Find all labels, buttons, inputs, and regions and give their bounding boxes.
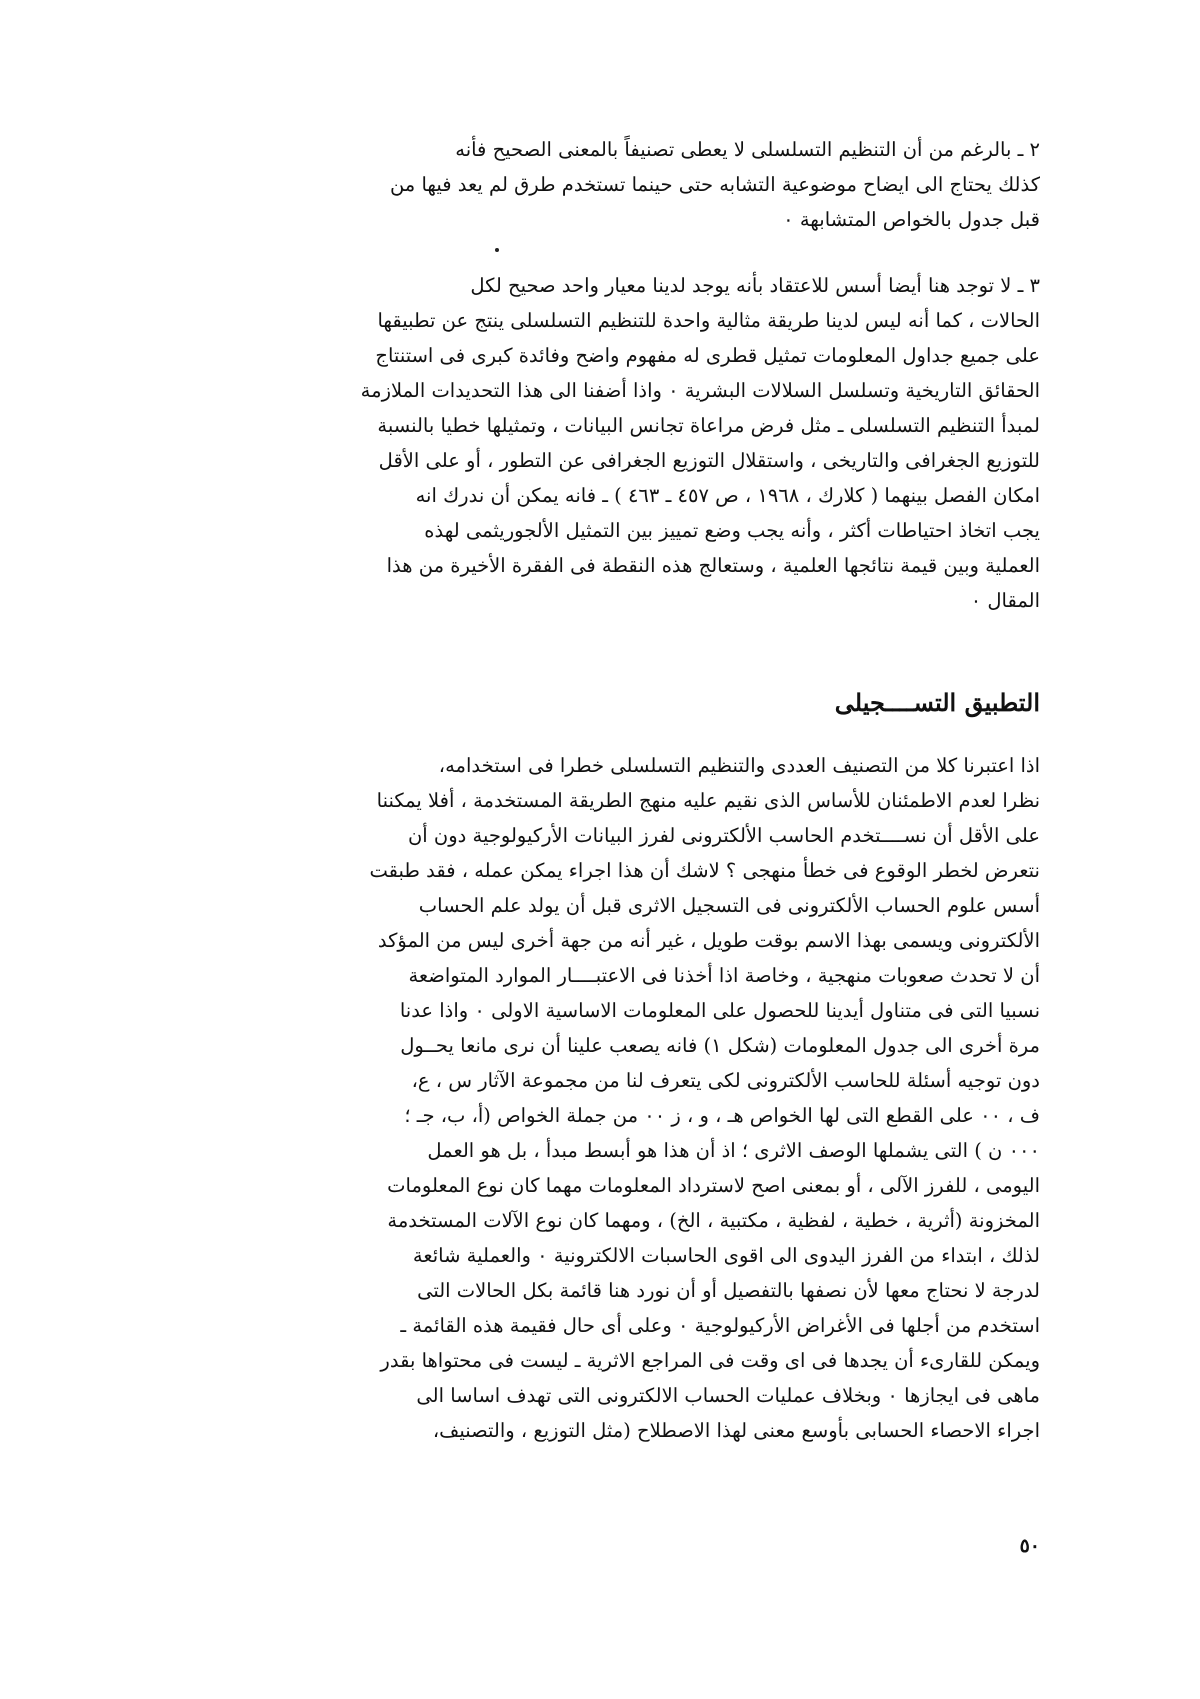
- text-line: مرة أخرى الى جدول المعلومات (شكل ١) فانه يصعب علينا أن نرى مانعا يحــول: [400, 1034, 1040, 1057]
- body-paragraph: [160, 748, 1040, 1448]
- text-line: لمبدأ التنظيم التسلسلى ـ مثل فرض مراعاة تجانس البيانات ، وتمثيلها خطيا بالنسبة: [377, 414, 1040, 437]
- page-number: ٥٠: [1019, 1535, 1040, 1557]
- text-line: نظرا لعدم الاطمئنان للأساس الذى نقيم عليه منهج الطريقة المستخدمة ، أفلا يمكننا: [376, 789, 1040, 812]
- paragraph-point-3: [160, 268, 1040, 618]
- text-line: نتعرض لخطر الوقوع فى خطأ منهجى ؟ لاشك أن هذا اجراء يمكن عمله ، فقد طبقت: [369, 859, 1040, 882]
- text-line: استخدم من أجلها فى الأغراض الأركيولوجية ٠ وعلى أى حال فقيمة هذه القائمة ـ: [400, 1314, 1040, 1337]
- text-line: دون توجيه أسئلة للحاسب الألكترونى لكى يتعرف لنا من مجموعة الآثار س ، ع،: [411, 1069, 1040, 1092]
- text-line: نسبيا التى فى متناول أيدينا للحصول على المعلومات الاساسية الاولى ٠ واذا عدنا: [399, 999, 1040, 1022]
- text-line: المخزونة (أثرية ، خطية ، لفظية ، مكتبية ، الخ) ، ومهما كان نوع الآلات المستخدمة: [387, 1209, 1040, 1232]
- text-line: ٣ ـ لا توجد هنا أيضا أسس للاعتقاد بأنه يوجد لدينا معيار واحد صحيح لكل: [470, 274, 1040, 297]
- text-line: أن لا تحدث صعوبات منهجية ، وخاصة اذا أخذنا فى الاعتبــــار الموارد المتواضعة: [408, 964, 1040, 987]
- text-line: اجراء الاحصاء الحسابى بأوسع معنى لهذا الاصطلاح (مثل التوزيع ، والتصنيف،: [432, 1419, 1040, 1442]
- text-line: أسس علوم الحساب الألكترونى فى التسجيل الاثرى قبل أن يولد علم الحساب: [418, 894, 1040, 917]
- text-line: قبل جدول بالخواص المتشابهة ٠: [783, 208, 1040, 231]
- text-line: لذلك ، ابتداء من الفرز اليدوى الى اقوى الحاسبات الالكترونية ٠ والعملية شائعة: [412, 1244, 1040, 1267]
- text-line: كذلك يحتاج الى ايضاح موضوعية التشابه حتى حينما تستخدم طرق لم يعد فيها من: [389, 173, 1040, 196]
- text-line: الحالات ، كما أنه ليس لدينا طريقة مثالية واحدة للتنظيم التسلسلى ينتج عن تطبيقها: [377, 309, 1040, 332]
- text-line: اليومى ، للفرز الآلى ، أو بمعنى اصح لاسترداد المعلومات مهما كان نوع المعلومات: [387, 1174, 1040, 1197]
- text-line: يجب اتخاذ احتياطات أكثر ، وأنه يجب وضع تمييز بين التمثيل الألجوريثمى لهذه: [424, 519, 1040, 542]
- text-line: ويمكن للقارىء أن يجدها فى اى وقت فى المراجع الاثرية ـ ليست فى محتواها بقدر: [380, 1349, 1040, 1372]
- section-heading: التطبيق التســــجيلى: [834, 688, 1040, 717]
- speck-mark: [495, 248, 499, 252]
- text-line: للتوزيع الجغرافى والتاريخى ، واستقلال التوزيع الجغرافى عن التطور ، أو على الأقل: [378, 449, 1040, 472]
- paragraph-point-2: [160, 132, 1040, 237]
- text-line: ٢ ـ بالرغم من أن التنظيم التسلسلى لا يعطى تصنيفاً بالمعنى الصحيح فأنه: [455, 138, 1040, 161]
- text-line: على جميع جداول المعلومات تمثيل قطرى له مفهوم واضح وفائدة كبرى فى استنتاج: [375, 344, 1040, 367]
- text-line: ٠٠٠ ن ) التى يشملها الوصف الاثرى ؛ اذ أن هذا هو أبسط مبدأ ، بل هو العمل: [427, 1139, 1040, 1162]
- text-line: على الأقل أن نســــتخدم الحاسب الألكترونى لفرز البيانات الأركيولوجية دون أن: [407, 824, 1040, 847]
- text-line: العملية وبين قيمة نتائجها العلمية ، وستعالج هذه النقطة فى الفقرة الأخيرة من هذا: [386, 554, 1040, 577]
- text-line: ماهى فى ايجازها ٠ وبخلاف عمليات الحساب الالكترونى التى تهدف اساسا الى: [416, 1384, 1040, 1407]
- text-line: الحقائق التاريخية وتسلسل السلالات البشرية ٠ واذا أضفنا الى هذا التحديدات الملازمة: [360, 379, 1040, 402]
- text-line: الألكترونى ويسمى بهذا الاسم بوقت طويل ، غير أنه من جهة أخرى ليس من المؤكد: [377, 929, 1040, 952]
- text-line: المقال ٠: [970, 589, 1040, 612]
- text-line: اذا اعتبرنا كلا من التصنيف العددى والتنظيم التسلسلى خطرا فى استخدامه،: [438, 754, 1040, 777]
- text-line: لدرجة لا نحتاج معها لأن نصفها بالتفصيل أو أن نورد هنا قائمة بكل الحالات التى: [417, 1279, 1040, 1302]
- text-line: ف ، ٠٠ على القطع التى لها الخواص هـ ، و ، ز ٠٠ من جملة الخواص (أ، ب، جـ ؛: [404, 1104, 1040, 1127]
- text-line: امكان الفصل بينهما ( كلارك ، ١٩٦٨ ، ص ٤٥٧ ـ ٤٦٣ ) ـ فانه يمكن أن ندرك انه: [415, 484, 1040, 507]
